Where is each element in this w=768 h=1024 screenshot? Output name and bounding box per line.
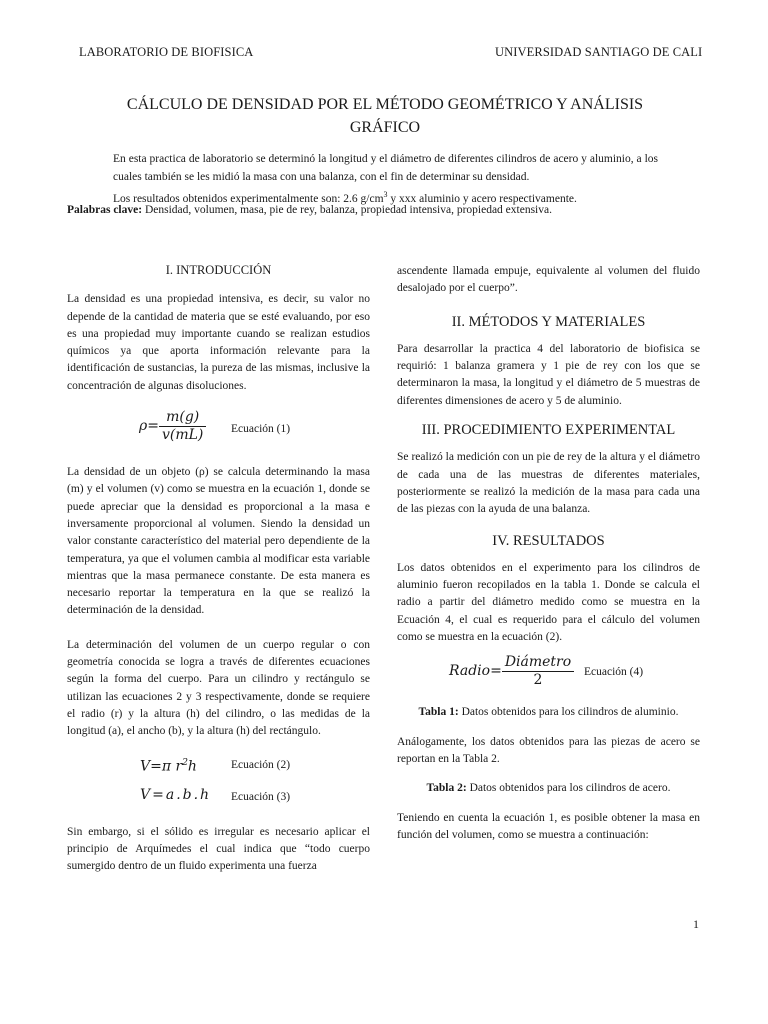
intro-paragraph-2: La densidad de un objeto (ρ) se calcula determinando la masa (m) y el volumen (v) como se muestra en la ecuación 1, donde se puede apreciar que la densidad es proporcional a la masa e inversamente proporcional al volumen. Siendo la densidad un valor constante característico del material pero dependiente de la temperatura, ya que el volumen cambia al modificar esta variable mientras que la masa permanece constante. De esta manera es necesario reportar la temperatura en la que se realizó la determinación de la densidad. bbox=[67, 466, 370, 617]
running-header-right: UNIVERSIDAD SANTIAGO DE CALI bbox=[495, 45, 703, 59]
equation-4-denominator: 2 bbox=[533, 672, 543, 689]
equation-4 bbox=[397, 652, 700, 702]
table-1-label: Tabla 1: bbox=[418, 706, 459, 719]
unit-exponent: 3 bbox=[383, 190, 388, 199]
keywords-list: Densidad, volumen, masa, pie de rey, balanza, propiedad intensiva, propiedad extensiva. bbox=[142, 204, 552, 216]
equation-2-lhs: V=π r bbox=[140, 758, 183, 775]
keywords-label: Palabras clave: bbox=[67, 204, 143, 216]
equation-3-math: V=a.b.h bbox=[140, 786, 212, 803]
results-paragraph-1: Los datos obtenidos en el experimento para los cilindros de aluminio fueron recopilados en la tabla 1. Donde se calcula el radio a partir del diámetro medido como se muestra en la Ecuación 4, el cual es requerido para el cálculo del volumen como se muestra en la ecuación (2). bbox=[397, 561, 700, 644]
equation-1-lhs: ρ= bbox=[139, 417, 159, 434]
equation-4-fraction bbox=[502, 654, 574, 689]
equation-3 bbox=[67, 783, 370, 815]
intro-paragraph-4: Sin embargo, si el sólido es irregular es necesario aplicar el principio de Arquímedes el cual indica que “todo cuerpo sumergido dentro de un fluido experimenta una fuerza bbox=[67, 825, 370, 873]
table-1-caption bbox=[397, 704, 700, 721]
intro-paragraph-continued: ascendente llamada empuje, equivalente al volumen del fluido desalojado por el cuerpo”. bbox=[397, 265, 700, 295]
section-heading-results: IV. RESULTADOS bbox=[492, 532, 605, 549]
abstract-results-tail: y xxx aluminio y acero respectivamente. bbox=[387, 192, 577, 205]
abstract-paragraph: En esta practica de laboratorio se determinó la longitud y el diámetro de diferentes cilindros de acero y aluminio, a los cuales también se les midió la masa con una balanza, con el fin de determinar su densidad. bbox=[113, 153, 658, 183]
equation-1-fraction bbox=[159, 409, 206, 444]
equation-2-math bbox=[140, 755, 197, 776]
abstract-results-text: Los resultados obtenidos experimentalmente son: 2.6 g/cm bbox=[113, 192, 384, 205]
title-line-1: CÁLCULO DE DENSIDAD POR EL MÉTODO GEOMÉTRICO Y ANÁLISIS bbox=[126, 96, 644, 113]
equation-1-math bbox=[139, 409, 206, 444]
methods-paragraph: Para desarrollar la practica 4 del laboratorio de biofisica se requirió: 1 balanza gramera y 1 pie de rey con los que se determinaron la masa, la longitud y el diámetro de 5 muestras de diferentes dimensiones de acero y 5 de aluminio. bbox=[397, 342, 700, 407]
section-heading-introduction: I. INTRODUCCIÓN bbox=[165, 263, 272, 277]
equation-1-label: Ecuación (1) bbox=[231, 423, 291, 436]
equation-2-exponent: 2 bbox=[182, 757, 188, 768]
section-heading-methods: II. MÉTODOS Y MATERIALES bbox=[451, 313, 646, 330]
equation-4-math bbox=[449, 654, 574, 689]
equation-4-lhs: Radio= bbox=[449, 663, 502, 680]
equation-4-numerator: Diámetro bbox=[502, 654, 574, 672]
equation-2-rhs: h bbox=[187, 758, 197, 775]
section-heading-procedure: III. PROCEDIMIENTO EXPERIMENTAL bbox=[421, 422, 676, 439]
equation-2-label: Ecuación (2) bbox=[231, 758, 291, 771]
table-2-caption bbox=[397, 780, 700, 797]
results-paragraph-2: Análogamente, los datos obtenidos para las piezas de acero se reportan en la Tabla 2. bbox=[397, 735, 700, 765]
left-column bbox=[67, 262, 370, 875]
intro-paragraph-3: La determinación del volumen de un cuerpo regular o con geometría conocida se logra a través de diferentes ecuaciones según la forma del cuerpo. Para un cilindro y rectángulo se utilizan las ecuaciones 2 y 3 respectivamente, donde se requiere el radio (r) y la altura (h) del cilindro, o las medidas de la longitud (a), el ancho (b), y la altura (h) del rectángulo. bbox=[67, 638, 370, 738]
intro-paragraph-1: La densidad es una propiedad intensiva, es decir, su valor no depende de la cantidad de materia que se esté evaluando, por eso es una propiedad muy importante cuando se realizan estudios químicos ya que aporta información relevante para la identificación de sustancias, la pureza de las mismas, inclusive la concentración de algunas disoluciones. bbox=[67, 293, 370, 392]
paper-title bbox=[90, 93, 680, 139]
table-2-caption-text: Datos obtenidos para los cilindros de acero. bbox=[466, 782, 671, 795]
page-number: 1 bbox=[693, 917, 699, 931]
keywords bbox=[67, 202, 687, 218]
table-2-label: Tabla 2: bbox=[426, 782, 467, 795]
right-column bbox=[397, 263, 700, 844]
abstract bbox=[113, 150, 658, 208]
table-1-caption-text: Datos obtenidos para los cilindros de aluminio. bbox=[458, 706, 679, 719]
title-line-2: GRÁFICO bbox=[349, 119, 421, 136]
equation-1 bbox=[67, 407, 370, 459]
equation-3-label: Ecuación (3) bbox=[231, 790, 291, 803]
equation-4-label: Ecuación (4) bbox=[584, 666, 644, 679]
equation-2 bbox=[67, 751, 370, 783]
equation-1-numerator: m(g) bbox=[159, 409, 206, 427]
equation-1-denominator: v(mL) bbox=[161, 427, 204, 444]
running-header-left: LABORATORIO DE BIOFISICA bbox=[79, 45, 254, 59]
procedure-paragraph: Se realizó la medición con un pie de rey de la altura y el diámetro de cada una de las muestras de diferentes materiales, posteriormente se realizó la medición de la masa para cada una de las piezas con la ayuda de una balanza. bbox=[397, 451, 700, 516]
results-paragraph-3: Teniendo en cuenta la ecuación 1, es posible obtener la masa en función del volumen, como se muestra a continuación: bbox=[397, 811, 700, 841]
